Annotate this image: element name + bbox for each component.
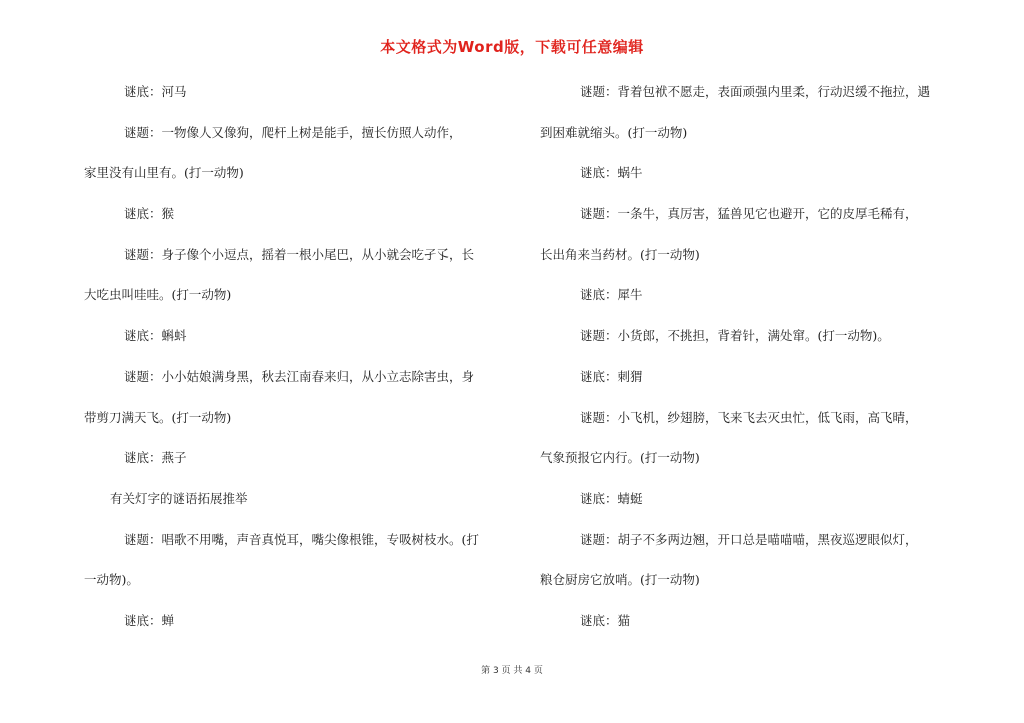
riddle-answer: 谜底：猴 <box>124 206 175 222</box>
riddle-question: 谜题：一物像人又像狗，爬杆上树是能手，擅长仿照人动作， <box>124 124 462 140</box>
riddle-question: 谜题：唱歌不用嘴，声音真悦耳，嘴尖像根锥，专吸树枝水。(打 <box>124 531 479 547</box>
riddle-question: 谜题：小小姑娘满身黑，秋去江南春来归，从小立志除害虫，身 <box>124 368 475 384</box>
riddle-answer: 谜底：犀牛 <box>580 287 643 303</box>
left-column <box>84 80 506 650</box>
riddle-question-continued: 气象预报它内行。(打一动物) <box>540 450 700 466</box>
riddle-question-continued: 带剪刀满天飞。(打一动物) <box>84 409 232 425</box>
riddle-question-continued: 家里没有山里有。(打一动物) <box>84 165 244 181</box>
document-banner: 本文格式为Word版，下载可任意编辑 <box>380 38 644 56</box>
riddle-answer: 谜底：蜗牛 <box>580 165 643 181</box>
riddle-answer: 谜底：猫 <box>580 612 631 628</box>
riddle-answer: 谜底：河马 <box>124 84 187 99</box>
riddle-question: 谜题：背着包袱不愿走，表面顽强内里柔，行动迟缓不拖拉，遇 <box>580 84 931 99</box>
riddle-answer: 谜底：刺猬 <box>580 368 643 384</box>
riddle-question-continued: 到困难就缩头。(打一动物) <box>540 124 688 140</box>
riddle-question: 谜题：胡子不多两边翘，开口总是喵喵喵，黑夜巡逻眼似灯， <box>580 531 918 547</box>
riddle-answer: 谜底：蜻蜓 <box>580 490 643 506</box>
riddle-answer: 谜底：蝌蚪 <box>124 328 187 344</box>
riddle-question: 谜题：一条牛，真厉害，猛兽见它也避开，它的皮厚毛稀有， <box>580 206 918 222</box>
riddle-question: 谜题：小飞机，纱翅膀，飞来飞去灭虫忙，低飞雨，高飞晴， <box>580 409 918 425</box>
riddle-question-continued: 长出角来当药材。(打一动物) <box>540 246 700 262</box>
right-column <box>540 80 956 650</box>
riddle-question: 谜题：小货郎，不挑担，背着针，满处窜。(打一动物)。 <box>580 328 890 344</box>
riddle-answer: 谜底：蝉 <box>124 612 175 628</box>
section-heading: 有关灯字的谜语拓展推举 <box>110 490 248 506</box>
riddle-question-continued: 大吃虫叫哇哇。(打一动物) <box>84 287 232 303</box>
riddle-answer: 谜底：燕子 <box>124 450 187 466</box>
riddle-question-continued: 一动物)。 <box>84 572 139 588</box>
riddle-question: 谜题：身子像个小逗点，摇着一根小尾巴，从小就会吃孑孓，长 <box>124 246 475 262</box>
page-number: 第 3 页 共 4 页 <box>481 666 543 676</box>
riddle-question-continued: 粮仓厨房它放哨。(打一动物) <box>540 572 700 588</box>
